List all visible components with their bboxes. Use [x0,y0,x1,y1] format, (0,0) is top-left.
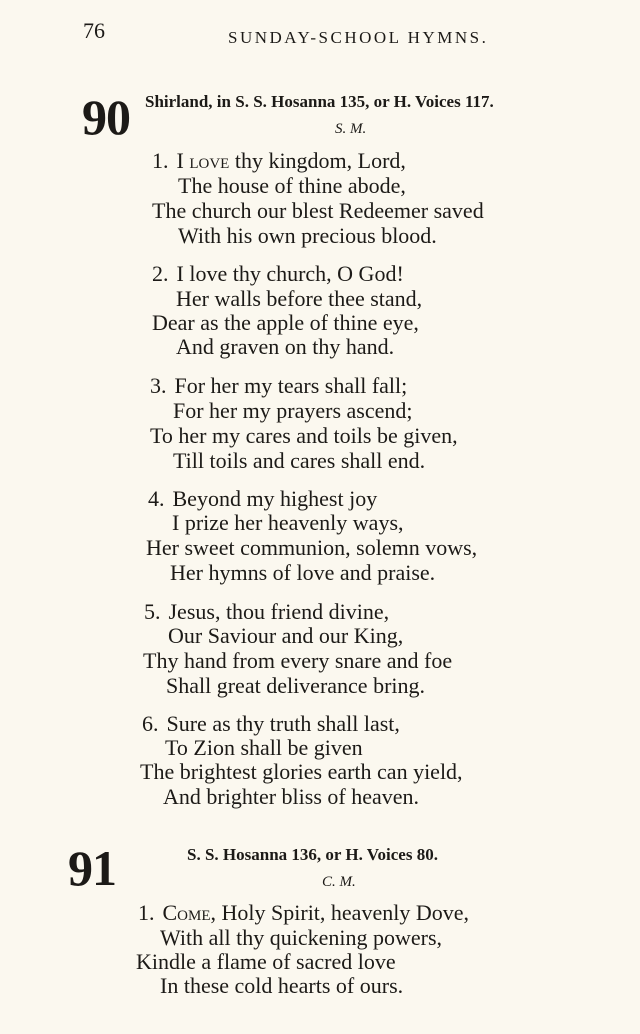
running-head: SUNDAY-SCHOOL HYMNS. [228,28,489,47]
hymn-90-verse-2-line-2: Her walls before thee stand, [176,286,423,311]
verse-line-text: Beyond my highest joy [172,486,378,511]
hymn-90-verse-2-line-1 [152,263,404,285]
hymn-90-verse-4-line-2: I prize her heavenly ways, [172,510,404,535]
hymn-91-verse-1-line-4: In these cold hearts of ours. [160,973,404,998]
hymn-91-tune: S. S. Hosanna 136, or H. Voices 80. [187,845,438,864]
hymn-90-verse-6-line-2: To Zion shall be given [165,735,363,760]
hymn-90-verse-4-line-3: Her sweet communion, solemn vows, [146,535,478,560]
verse-number: 2. [152,261,169,286]
hymn-90-verse-5-line-3: Thy hand from every snare and foe [143,648,453,673]
hymn-90-verse-1-line-2: The house of thine abode, [178,173,406,198]
hymn-90-verse-6-line-4: And brighter bliss of heaven. [163,784,419,809]
hymn-90-meter: S. M. [335,121,367,137]
verse-number: 6. [142,711,159,736]
hymn-91-verse-1-line-3: Kindle a flame of sacred love [136,949,396,974]
hymn-90-verse-1-line-3: The church our blest Redeemer saved [152,198,484,223]
hymn-90-verse-5-line-4: Shall great deliverance bring. [166,673,426,698]
hymn-90-verse-4-line-4: Her hymns of love and praise. [170,560,436,585]
verse-line-text: Sure as thy truth shall last, [166,711,400,736]
hymn-91-verse-1-line-1 [138,902,469,924]
verse-number: 1. [138,900,155,925]
hymn-90-number: 90 [82,89,130,145]
verse-number: 3. [150,373,167,398]
verse-line-text: Jesus, thou friend divine, [168,599,390,624]
verse-line-text: For her my tears shall fall; [174,373,408,398]
hymn-90-verse-3-line-4: Till toils and cares shall end. [173,448,426,473]
verse-number: 5. [144,599,161,624]
hymn-91-meter: C. M. [322,874,356,890]
hymn-90-verse-1-line-1 [152,150,406,172]
verse-line-text: thy kingdom, Lord, [229,148,406,173]
hymn-90-verse-4-line-1 [148,488,377,510]
page-number: 76 [83,18,105,43]
hymn-90-verse-3-line-1 [150,375,407,397]
hymn-90-verse-6-line-3: The brightest glories earth can yield, [140,759,463,784]
verse-first-word: Come, [162,900,217,925]
hymn-91-number: 91 [68,840,116,896]
hymn-90-verse-3-line-3: To her my cares and toils be given, [150,423,458,448]
hymn-90-tune: Shirland, in S. S. Hosanna 135, or H. Voices 117. [145,92,494,111]
hymn-91-verse-1-line-2: With all thy quickening powers, [160,925,443,950]
hymn-90-verse-5-line-1 [144,601,389,623]
hymn-90-verse-1-line-4: With his own precious blood. [178,223,437,248]
verse-first-word: I love [176,148,230,173]
verse-line-text: I love thy church, O God! [176,261,404,286]
hymn-90-verse-5-line-2: Our Saviour and our King, [168,623,404,648]
hymn-90-verse-2-line-4: And graven on thy hand. [176,334,395,359]
verse-number: 4. [148,486,165,511]
verse-line-text: Holy Spirit, heavenly Dove, [216,900,469,925]
hymn-90-verse-3-line-2: For her my prayers ascend; [173,398,413,423]
verse-number: 1. [152,148,169,173]
hymn-90-verse-2-line-3: Dear as the apple of thine eye, [152,310,419,335]
hymn-90-verse-6-line-1 [142,713,400,735]
